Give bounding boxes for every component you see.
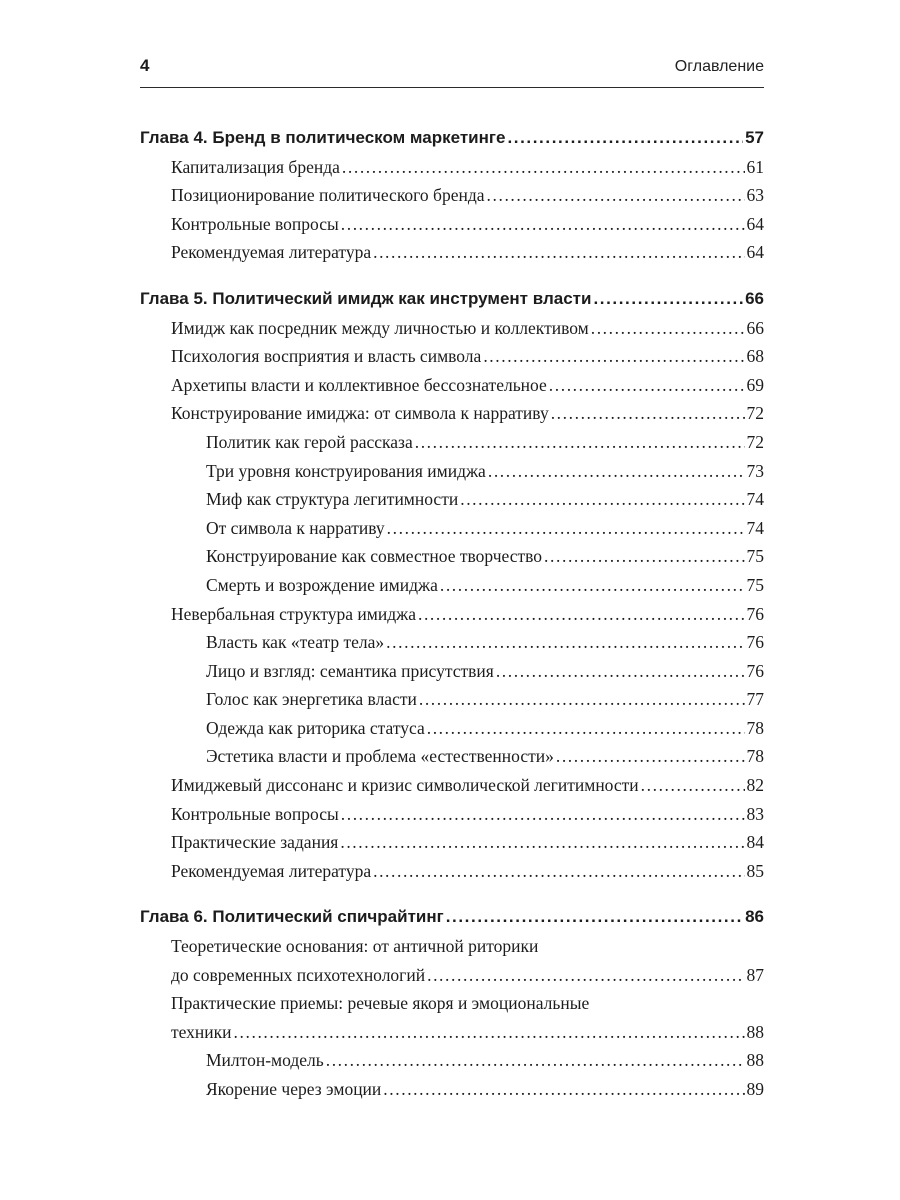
- toc-entry: [140, 238, 764, 267]
- toc-entry: [140, 399, 764, 428]
- toc-page-number: 82: [746, 775, 764, 796]
- toc-entry-text: Эстетика власти и проблема «естественности»: [206, 746, 554, 767]
- toc-dot-leader: [418, 600, 745, 629]
- toc-dot-leader: [427, 961, 744, 990]
- toc-page-number: 86: [745, 907, 764, 927]
- toc-entry: [140, 932, 764, 961]
- toc-dot-leader: [440, 571, 745, 600]
- toc-entry: [140, 771, 764, 800]
- toc-entry-text: Контрольные вопросы: [171, 213, 339, 234]
- toc-entry-text: Имидж как посредник между личностью и коллективом: [171, 317, 589, 338]
- toc-dot-leader: [487, 181, 745, 210]
- toc-entry-text: Политик как герой рассказа: [206, 431, 413, 452]
- toc-page-number: 74: [746, 517, 764, 538]
- toc-entry: [140, 685, 764, 714]
- toc-dot-leader: [641, 771, 745, 800]
- toc-page-number: 63: [746, 185, 764, 206]
- toc-entry: [140, 828, 764, 857]
- toc-entry: [140, 314, 764, 343]
- toc-entry: [140, 210, 764, 239]
- toc-entry-text: Глава 6. Политический спичрайтинг: [140, 907, 444, 927]
- toc-entry: [140, 153, 764, 182]
- toc-dot-leader: [386, 628, 744, 657]
- toc-entry-text: Миф как структура легитимности: [206, 489, 459, 510]
- toc-page-number: 66: [745, 288, 764, 308]
- toc-dot-leader: [496, 657, 745, 686]
- toc-entry: [140, 485, 764, 514]
- toc-page-number: 64: [746, 213, 764, 234]
- toc-entry-text: Контрольные вопросы: [171, 803, 339, 824]
- toc-page-number: 74: [746, 489, 764, 510]
- toc-entry-text: Имиджевый диссонанс и кризис символической легитимности: [171, 775, 639, 796]
- toc-dot-leader: [551, 399, 745, 428]
- toc-entry-text: Психология восприятия и власть символа: [171, 346, 482, 367]
- toc-dot-leader: [507, 124, 743, 153]
- toc-entry-text: Смерть и возрождение имиджа: [206, 574, 438, 595]
- toc-entry-text: Рекомендуемая литература: [171, 860, 372, 881]
- toc-entry: [140, 371, 764, 400]
- toc-dot-leader: [446, 903, 743, 932]
- toc-entry-text: Лицо и взгляд: семантика присутствия: [206, 660, 494, 681]
- toc-entry: [140, 571, 764, 600]
- toc-dot-leader: [415, 428, 745, 457]
- toc-dot-leader: [387, 514, 745, 543]
- toc-entry-text: Якорение через эмоции: [206, 1079, 382, 1099]
- toc-entry-text: техники: [171, 1021, 232, 1042]
- toc-dot-leader: [326, 1046, 745, 1075]
- toc-dot-leader: [373, 238, 744, 267]
- toc-dot-leader: [593, 285, 743, 314]
- toc-entry: [140, 657, 764, 686]
- toc-page-number: 88: [746, 1021, 764, 1042]
- toc-chapter-entry: [140, 124, 764, 153]
- toc-entry: [140, 989, 764, 1018]
- toc-dot-leader: [342, 153, 745, 182]
- toc-entry: [140, 342, 764, 371]
- toc-entry-text: до современных психотехнологий: [171, 964, 426, 985]
- toc-entry-text: От символа к нарративу: [206, 517, 385, 538]
- toc-page-number: 78: [746, 746, 764, 767]
- toc-entry-text: Глава 4. Бренд в политическом маркетинге: [140, 128, 506, 147]
- toc-page-number: 57: [745, 128, 764, 147]
- toc-entry-text: Практические приемы: речевые якоря и эмоциональные: [171, 993, 590, 1014]
- toc-entry: [140, 428, 764, 457]
- toc-page-number: 87: [746, 964, 764, 985]
- toc-dot-leader: [341, 210, 745, 239]
- page-number: 4: [140, 56, 150, 75]
- toc-entry: [140, 542, 764, 571]
- toc-entry-text: Теоретические основания: от античной риторики: [171, 936, 539, 957]
- toc-page-number: 76: [746, 603, 764, 624]
- toc-page-number: 72: [746, 431, 764, 452]
- toc-page-number: 61: [746, 156, 764, 177]
- toc-entry-text: Голос как энергетика власти: [206, 689, 417, 710]
- toc-page-number: 84: [746, 832, 764, 853]
- running-title: Оглавление: [674, 58, 764, 75]
- toc-entry: [140, 857, 764, 886]
- toc-entry: [140, 181, 764, 210]
- toc-entry-text: Рекомендуемая литература: [171, 242, 372, 263]
- toc-entry-text: Невербальная структура имиджа: [171, 603, 416, 624]
- toc-entry-text: Три уровня конструирования имиджа: [206, 460, 486, 481]
- toc-list: [140, 124, 764, 1104]
- toc-page-number: 76: [746, 660, 764, 681]
- toc-entry-text: Конструирование имиджа: от символа к нарративу: [171, 403, 549, 424]
- toc-page-number: 88: [746, 1050, 764, 1071]
- toc-chapter-entry: [140, 903, 764, 932]
- toc-dot-leader: [341, 800, 745, 829]
- toc-dot-leader: [460, 485, 744, 514]
- toc-page-number: 76: [746, 632, 764, 653]
- toc-page-number: 78: [746, 717, 764, 738]
- toc-entry: [140, 742, 764, 771]
- toc-page-number: 72: [746, 403, 764, 424]
- toc-entry-text: Архетипы власти и коллективное бессознательное: [171, 374, 547, 395]
- toc-page-number: 75: [746, 574, 764, 595]
- toc-page-number: 68: [746, 346, 764, 367]
- toc-dot-leader: [483, 342, 744, 371]
- toc-entry: [140, 1075, 764, 1104]
- toc-dot-leader: [340, 828, 744, 857]
- toc-page-number: 85: [746, 860, 764, 881]
- toc-page-number: 83: [746, 803, 764, 824]
- toc-entry-text: Глава 5. Политический имидж как инструмент власти: [140, 288, 592, 308]
- toc-entry: [140, 714, 764, 743]
- toc-dot-leader: [591, 314, 745, 343]
- toc-entry: [140, 628, 764, 657]
- toc-entry: [140, 961, 764, 990]
- toc-entry-text: Милтон-модель: [206, 1050, 324, 1071]
- toc-page-number: 89: [746, 1079, 764, 1099]
- header-rule: [140, 87, 764, 88]
- toc-entry-text: Конструирование как совместное творчество: [206, 546, 543, 567]
- toc-entry: [140, 457, 764, 486]
- toc-entry: [140, 1018, 764, 1047]
- toc-page-number: 77: [746, 689, 764, 710]
- toc-entry: [140, 514, 764, 543]
- toc-entry: [140, 600, 764, 629]
- toc-dot-leader: [556, 742, 745, 771]
- toc-page-number: 75: [746, 546, 764, 567]
- toc-page-number: 69: [746, 374, 764, 395]
- toc-chapter-entry: [140, 285, 764, 314]
- toc-entry-text: Практические задания: [171, 832, 339, 853]
- toc-page-number: 66: [746, 317, 764, 338]
- toc-entry-text: Власть как «театр тела»: [206, 632, 385, 653]
- toc-page-number: 64: [746, 242, 764, 263]
- toc-dot-leader: [419, 685, 745, 714]
- toc-entry: [140, 1046, 764, 1075]
- toc-dot-leader: [544, 542, 744, 571]
- page-header: [140, 56, 764, 76]
- toc-entry: [140, 800, 764, 829]
- toc-page-number: 73: [746, 460, 764, 481]
- toc-entry-text: Одежда как риторика статуса: [206, 717, 425, 738]
- toc-dot-leader: [373, 857, 744, 886]
- toc-dot-leader: [488, 457, 745, 486]
- toc-dot-leader: [383, 1075, 744, 1104]
- toc-entry-text: Капитализация бренда: [171, 156, 340, 177]
- toc-entry-text: Позиционирование политического бренда: [171, 185, 485, 206]
- toc-dot-leader: [234, 1018, 745, 1047]
- toc-dot-leader: [427, 714, 745, 743]
- toc-dot-leader: [549, 371, 745, 400]
